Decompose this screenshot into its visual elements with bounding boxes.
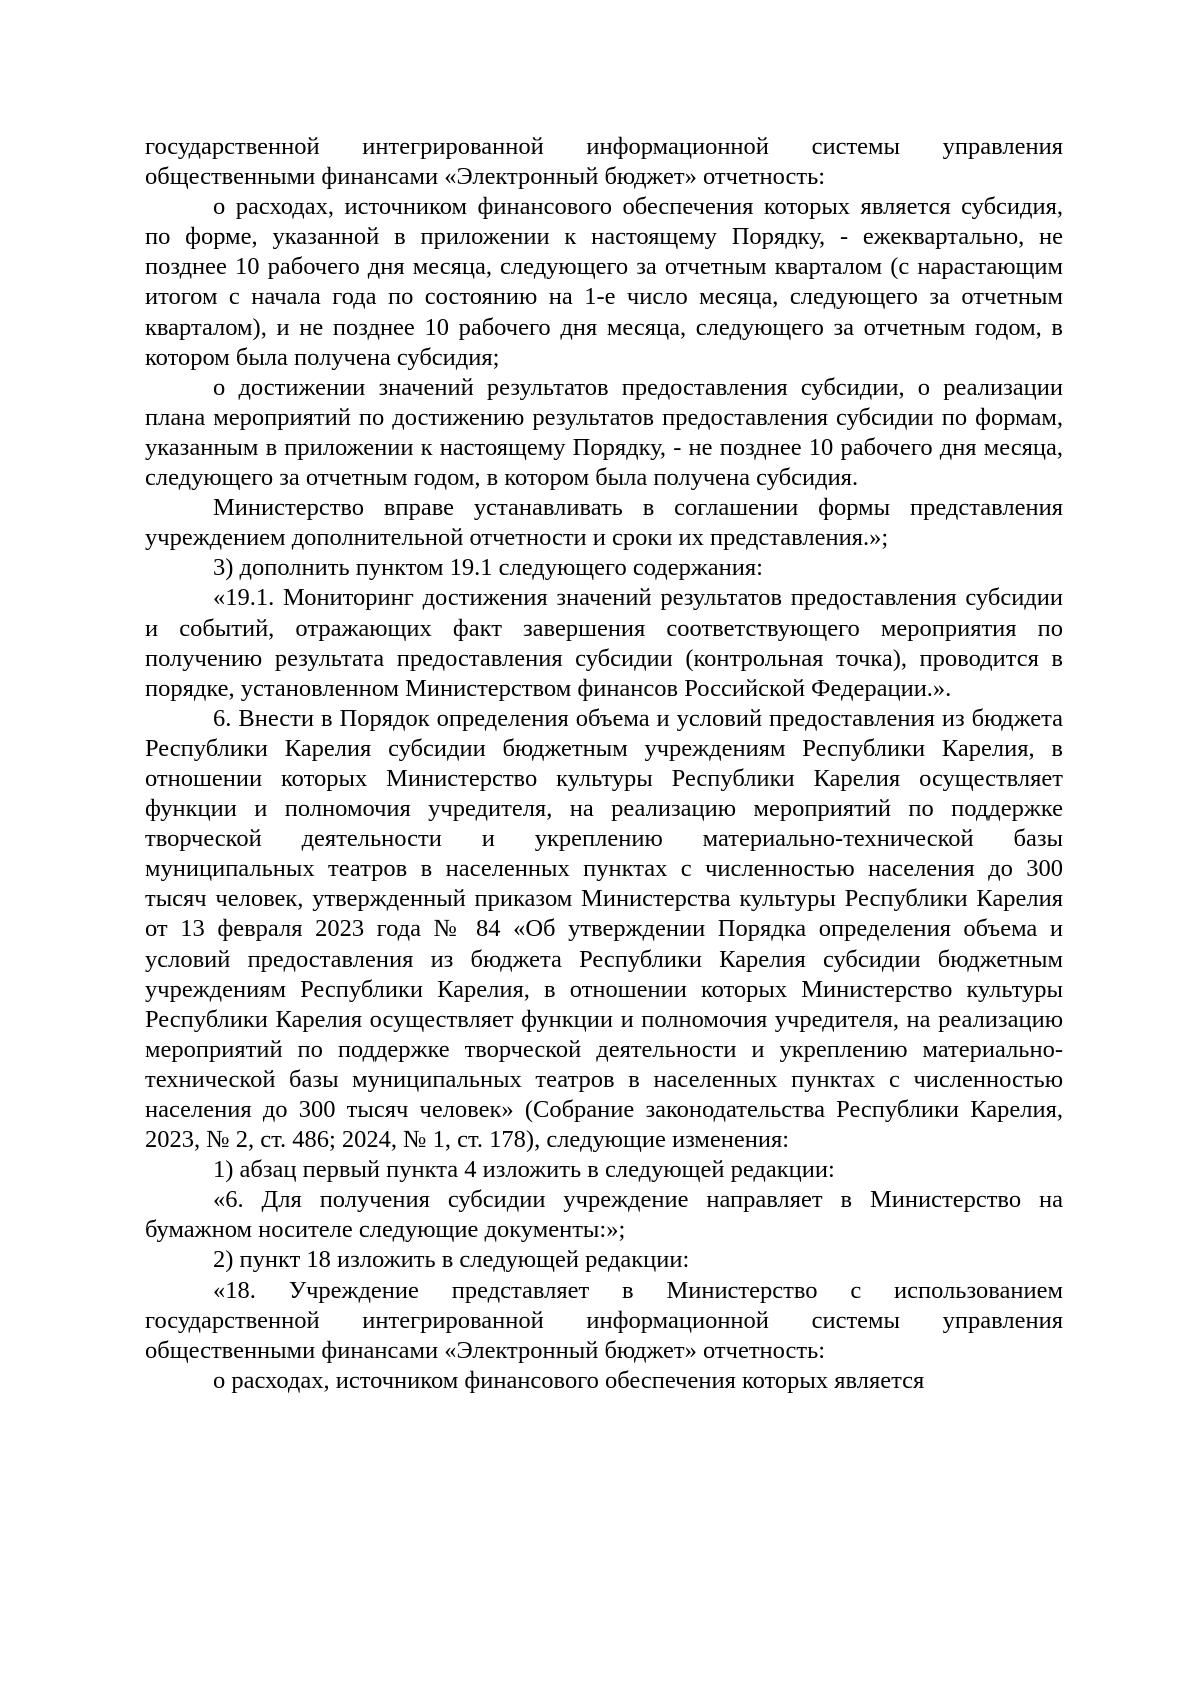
paragraph-clause-19-1: «19.1. Мониторинг достижения значений результатов предоставления субсидии и событий, отражающих факт завершения соответствующего мероприятия по получению результата предоставления субсидии (контрольная точка), проводится в порядке, установленном Министерством финансов Российской Федерации.». xyxy=(145,584,1063,702)
paragraph-clause-18: «18. Учреждение представляет в Министерство с использованием государственной интегрированной информационной системы управления общественными финансами «Электронный бюджет» отчетность: xyxy=(145,1276,1063,1364)
paragraph-report-intro: государственной интегрированной информационной системы управления общественными финансами «Электронный бюджет» отчетность: xyxy=(145,133,1063,191)
document-page xyxy=(145,132,1063,1396)
paragraph-ministry-rights: Министерство вправе устанавливать в соглашении формы представления учреждением дополнительной отчетности и сроки их представления.»; xyxy=(145,494,1063,552)
paragraph-item-3: 3) дополнить пунктом 19.1 следующего содержания: xyxy=(213,554,763,582)
paragraph-results-report: о достижении значений результатов предоставления субсидии, о реализации плана мероприятий по достижению результатов предоставления субсидии по формам, указанным в приложении к настоящему Порядку, - не позднее 10 рабочего дня месяца, следующего за отчетным годом, в котором была получена субсидия. xyxy=(145,373,1063,492)
paragraph-amendment-2: 2) пункт 18 изложить в следующей редакции: xyxy=(213,1246,690,1274)
paragraph-item-6: 6. Внести в Порядок определения объема и условий предоставления из бюджета Республики Карелия субсидии бюджетным учреждениям Республики Карелия, в отношении которых Министерство культуры Республики Карелия осуществляет функции и полномочия учредителя, на реализацию мероприятий по поддержке творческой деятельности и укреплению материально-технической базы муниципальных театров в населенных пунктах с численностью населения до 300 тысяч человек, утвержденный приказом Министерства культуры Республики Карелия от 13 февраля 2023 года № 84 «Об утверждении Порядка определения объема и условий предоставления из бюджета Республики Карелия субсидии бюджетным учреждениям Республики Карелия, в отношении которых Министерство культуры Республики Карелия осуществляет функции и полномочия учредителя, на реализацию мероприятий по поддержке творческой деятельности и укреплению материально-технической базы муниципальных театров в населенных пунктах с численностью населения до 300 тысяч человек» (Собрание законодательства Республики Карелия, 2023, № 2, ст. 486; 2024, № 1, ст. 178), следующие изменения: xyxy=(145,704,1063,1154)
paragraph-clause-6: «6. Для получения субсидии учреждение направляет в Министерство на бумажном носителе следующие документы:»; xyxy=(145,1186,1063,1244)
paragraph-amendment-1: 1) абзац первый пункта 4 изложить в следующей редакции: xyxy=(213,1156,835,1184)
paragraph-expense-report-continued: о расходах, источником финансового обеспечения которых является xyxy=(213,1366,925,1394)
paragraph-expense-report: о расходах, источником финансового обеспечения которых является субсидия, по форме, указанной в приложении к настоящему Порядку, - ежеквартально, не позднее 10 рабочего дня месяца, следующего за отчетным кварталом (с нарастающим итогом с начала года по состоянию на 1-е число месяца, следующего за отчетным кварталом), и не позднее 10 рабочего дня месяца, следующего за отчетным годом, в котором была получена субсидия; xyxy=(145,193,1063,371)
